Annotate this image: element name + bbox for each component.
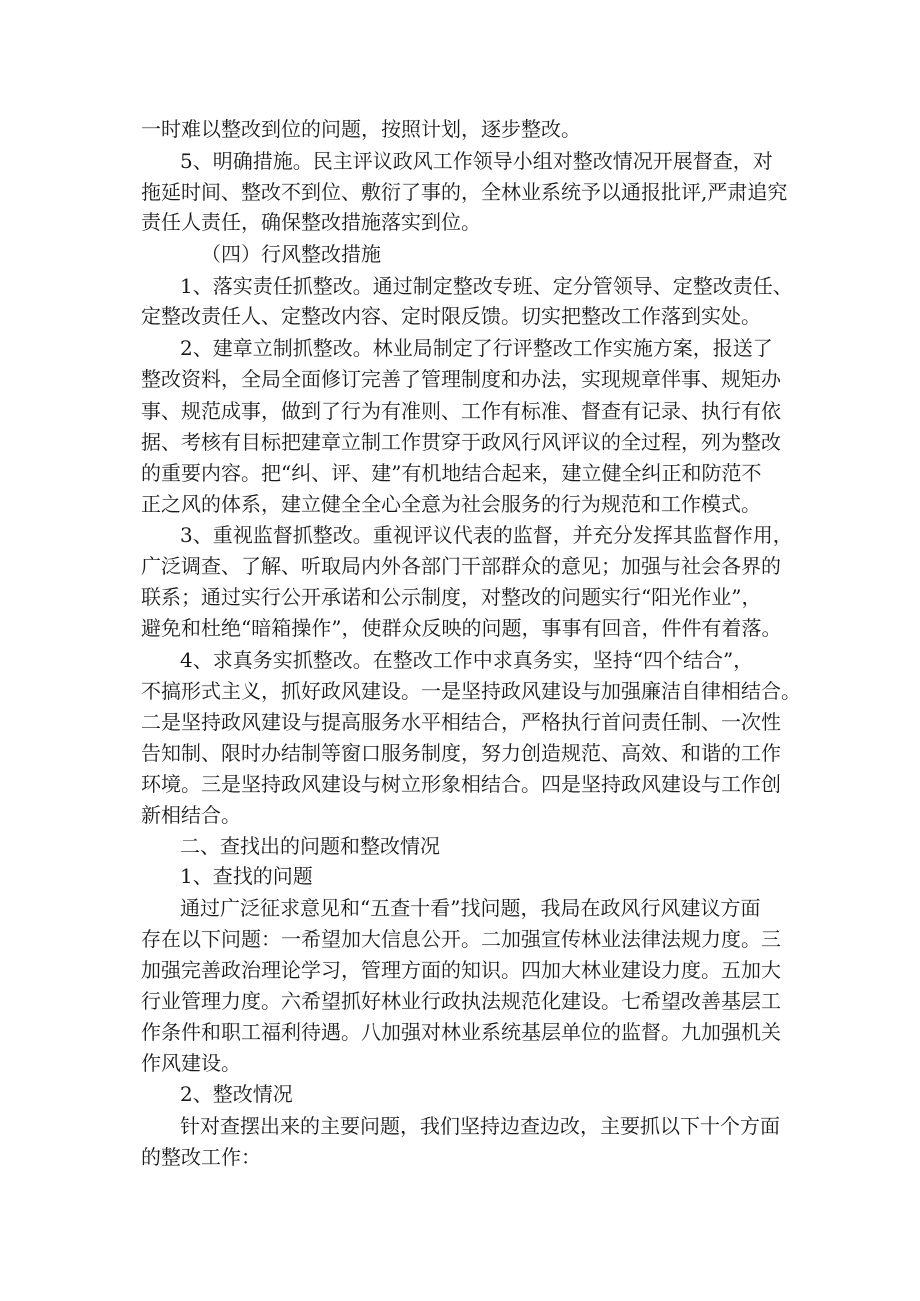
text-line: 一时难以整改到位的问题，按照计划，逐步整改。 — [141, 117, 581, 141]
text-line: 的整改工作： — [141, 1145, 261, 1169]
section-heading: 二、查找出的问题和整改情况 — [180, 834, 440, 858]
text-line: 5、明确措施。民主评议政风工作领导小组对整改情况开展督查，对 — [180, 149, 773, 173]
text-line: 广泛调查、了解、听取局内外各部门干部群众的意见；加强与社会各界的 — [141, 554, 781, 578]
text-line: 4、求真务实抓整改。在整改工作中求真务实，坚持“四个结合”， — [180, 648, 754, 672]
text-line: 整改资料，全局全面修订完善了管理制度和办法，实现规章伴事、规矩办 — [141, 367, 781, 391]
text-line: 通过广泛征求意见和“五查十看”找问题，我局在政风行风建议方面 — [180, 896, 761, 920]
text-line: 的重要内容。把“纠、评、建”有机地结合起来，建立健全纠正和防范不 — [141, 461, 762, 485]
section-heading: （四）行风整改措施 — [201, 242, 381, 266]
text-line: 事、规范成事，做到了行为有准则、工作有标准、督查有记录、执行有依 — [141, 399, 781, 423]
subsection-heading: 1、查找的问题 — [180, 864, 313, 888]
text-line: 新相结合。 — [141, 803, 241, 827]
subsection-heading: 2、整改情况 — [180, 1082, 293, 1106]
text-line: 作条件和职工福利待遇。八加强对林业系统基层单位的监督。九加强机关 — [141, 1020, 781, 1044]
text-line: 行业管理力度。六希望抓好林业行政执法规范化建设。七希望改善基层工 — [141, 989, 781, 1013]
text-line: 不搞形式主义，抓好政风建设。一是坚持政风建设与加强廉洁自律相结合。 — [141, 679, 801, 703]
text-line: 据、考核有目标把建章立制工作贯穿于政风行风评议的全过程，列为整改 — [141, 430, 781, 454]
text-line: 针对查摆出来的主要问题，我们坚持边查边改，主要抓以下十个方面 — [180, 1114, 780, 1138]
text-line: 定整改责任人、定整改内容、定时限反馈。切实把整改工作落到实处。 — [141, 304, 761, 328]
text-line: 存在以下问题：一希望加大信息公开。二加强宣传林业法律法规力度。三 — [141, 927, 781, 951]
text-line: 3、重视监督抓整改。重视评议代表的监督，并充分发挥其监督作用， — [180, 523, 793, 547]
text-line: 拖延时间、整改不到位、敷衍了事的，全林业系统予以通报批评,严肃追究 — [141, 180, 788, 204]
text-line: 作风建设。 — [141, 1051, 241, 1075]
text-line: 避免和杜绝“暗箱操作”，使群众反映的问题，事事有回音，件件有着落。 — [141, 616, 782, 640]
text-line: 加强完善政治理论学习，管理方面的知识。四加大林业建设力度。五加大 — [141, 958, 781, 982]
text-line: 告知制、限时办结制等窗口服务制度，努力创造规范、高效、和谐的工作 — [141, 741, 781, 765]
text-line: 环境。三是坚持政风建设与树立形象相结合。四是坚持政风建设与工作创 — [141, 772, 781, 796]
text-line: 正之风的体系，建立健全全心全意为社会服务的行为规范和工作模式。 — [141, 492, 761, 516]
text-line: 1、落实责任抓整改。通过制定整改专班、定分管领导、定整改责任、 — [180, 274, 793, 298]
text-line: 二是坚持政风建设与提高服务水平相结合，严格执行首问责任制、一次性 — [141, 710, 781, 734]
text-line: 2、建章立制抓整改。林业局制定了行评整改工作实施方案，报送了 — [180, 336, 773, 360]
text-line: 联系；通过实行公开承诺和公示制度，对整改的问题实行“阳光作业”， — [141, 585, 762, 609]
text-line: 责任人责任，确保整改措施落实到位。 — [141, 210, 481, 234]
